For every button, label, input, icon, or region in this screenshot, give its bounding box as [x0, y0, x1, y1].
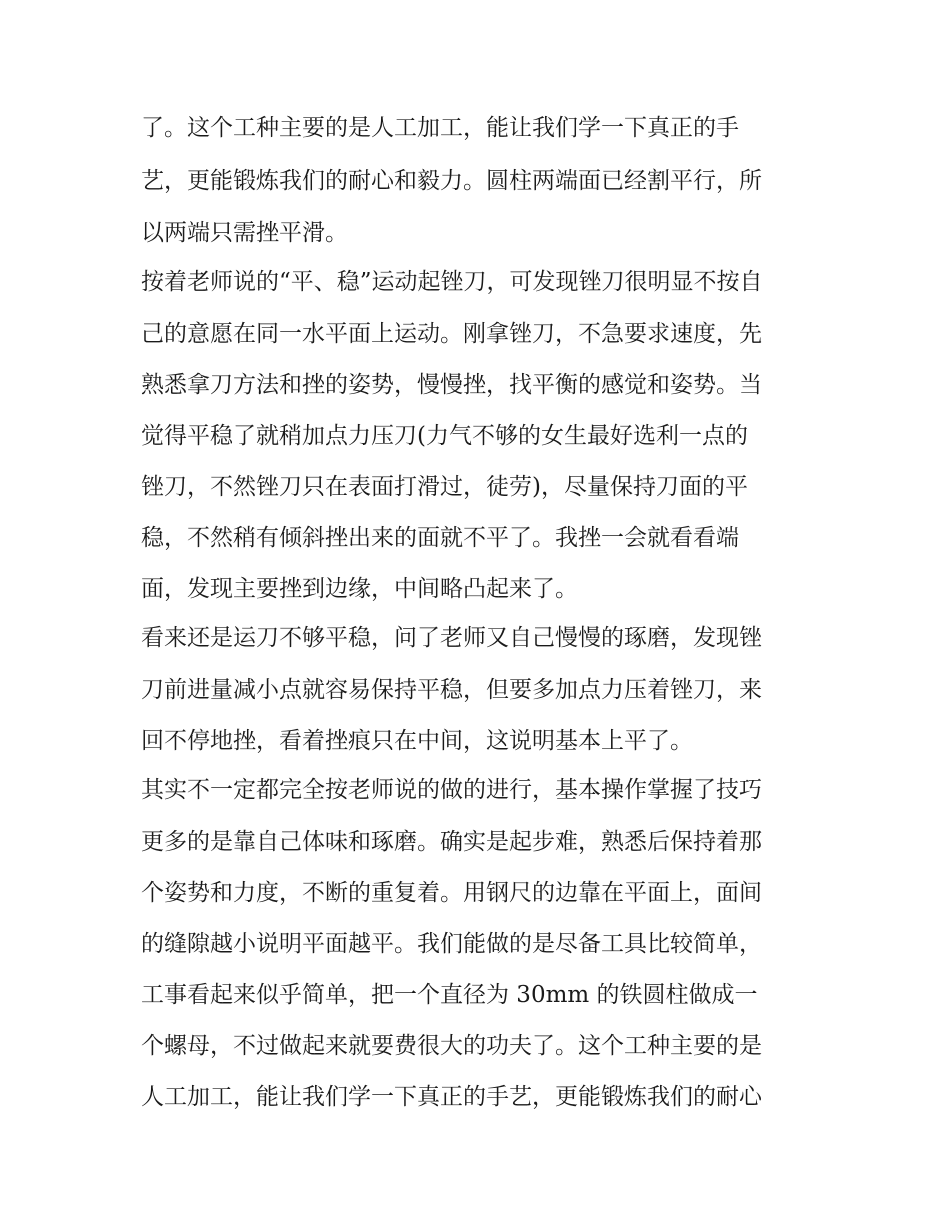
text-line: 个姿势和力度，不断的重复着。用钢尺的边靠在平面上，面间 — [141, 880, 762, 906]
text-line: 个螺母，不过做起来就要费很大的功夫了。这个工种主要的是 — [141, 1033, 762, 1059]
text-line: 按着老师说的“平、稳”运动起锉刀，可发现锉刀很明显不按自 — [141, 269, 763, 295]
text-line: 刀前进量减小点就容易保持平稳，但要多加点力压着锉刀，来 — [141, 677, 762, 703]
text-line: 其实不一定都完全按老师说的做的进行，基本操作掌握了技巧 — [141, 777, 762, 803]
text-line: 看来还是运刀不够平稳，问了老师又自己慢慢的琢磨，发现锉 — [141, 625, 762, 651]
text-line: 回不停地挫，看着挫痕只在中间，这说明基本上平了。 — [141, 728, 693, 754]
text-line: 稳，不然稍有倾斜挫出来的面就不平了。我挫一会就看看端 — [141, 525, 739, 551]
text-line: 觉得平稳了就稍加点力压刀(力气不够的女生最好选利一点的 — [141, 423, 748, 449]
text-line: 熟悉拿刀方法和挫的姿势，慢慢挫，找平衡的感觉和姿势。当 — [141, 372, 762, 398]
text-line: 人工加工，能让我们学一下真正的手艺，更能锻炼我们的耐心 — [141, 1084, 762, 1110]
text-line: 工事看起来似乎简单，把一个直径为 30mm 的铁圆柱做成一 — [141, 982, 758, 1008]
text-line: 锉刀，不然锉刀只在表面打滑过，徒劳)，尽量保持刀面的平 — [141, 474, 748, 500]
text-line: 艺，更能锻炼我们的耐心和毅力。圆柱两端面已经割平行，所 — [141, 168, 762, 194]
text-line: 了。这个工种主要的是人工加工，能让我们学一下真正的手 — [141, 115, 739, 141]
text-line: 面，发现主要挫到边缘，中间略凸起来了。 — [141, 576, 578, 602]
text-line: 的缝隙越小说明平面越平。我们能做的是尽备工具比较简单， — [141, 931, 762, 957]
text-line: 更多的是靠自己体味和琢磨。确实是起步难，熟悉后保持着那 — [141, 829, 762, 855]
text-line: 己的意愿在同一水平面上运动。刚拿锉刀，不急要求速度，先 — [141, 321, 762, 347]
text-line: 以两端只需挫平滑。 — [141, 220, 348, 246]
